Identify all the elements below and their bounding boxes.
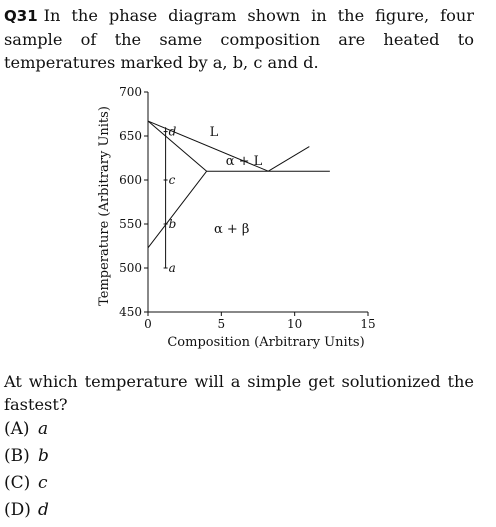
- options-list: [4, 416, 204, 524]
- option-a[interactable]: [4, 416, 204, 443]
- question-prompt: At which temperature will a simple get solutionized the fastest?: [4, 372, 474, 414]
- option-c-label: (C): [4, 473, 31, 493]
- question-number: Q31: [4, 7, 38, 25]
- x-tick-label-10: 10: [287, 317, 303, 331]
- y-tick-label-550: 550: [119, 217, 142, 231]
- region-label-0: L: [209, 125, 219, 140]
- question-block: [4, 4, 474, 74]
- phase-diagram-svg: [96, 84, 376, 356]
- y-tick-label-500: 500: [119, 261, 142, 275]
- region-label-2: α + β: [214, 221, 250, 237]
- option-b[interactable]: [4, 443, 204, 470]
- point-label-c: c: [168, 173, 176, 187]
- x-tick-label-5: 5: [217, 317, 226, 331]
- y-tick-label-450: 450: [119, 305, 142, 319]
- option-a-value: a: [38, 419, 49, 439]
- solidus-line: [148, 121, 207, 171]
- question-text: In the phase diagram shown in the figure, four sample of the same composition are heated to temperatures marked by a, b, c and d.: [4, 6, 474, 72]
- point-label-a: a: [168, 261, 176, 275]
- y-tick-label-700: 700: [119, 85, 142, 99]
- region-label-1: α + L: [225, 154, 263, 170]
- option-c[interactable]: [4, 470, 204, 497]
- x-tick-label-15: 15: [360, 317, 376, 331]
- option-a-label: (A): [4, 419, 30, 439]
- option-d-value: d: [38, 500, 49, 520]
- liquidus-right-line: [268, 147, 309, 172]
- point-label-b: b: [168, 217, 177, 231]
- phase-diagram: [96, 84, 376, 356]
- option-d[interactable]: [4, 497, 204, 524]
- y-axis-label: Temperature (Arbitrary Units): [97, 106, 112, 306]
- y-tick-label-650: 650: [119, 129, 142, 143]
- y-tick-label-600: 600: [119, 173, 142, 187]
- x-tick-label-0: 0: [144, 317, 152, 331]
- option-d-label: (D): [4, 500, 31, 520]
- solvus-line: [148, 171, 207, 248]
- option-b-value: b: [38, 446, 49, 466]
- option-c-value: c: [38, 473, 48, 493]
- option-b-label: (B): [4, 446, 30, 466]
- x-axis-label: Composition (Arbitrary Units): [167, 335, 365, 350]
- point-label-d: d: [168, 124, 177, 139]
